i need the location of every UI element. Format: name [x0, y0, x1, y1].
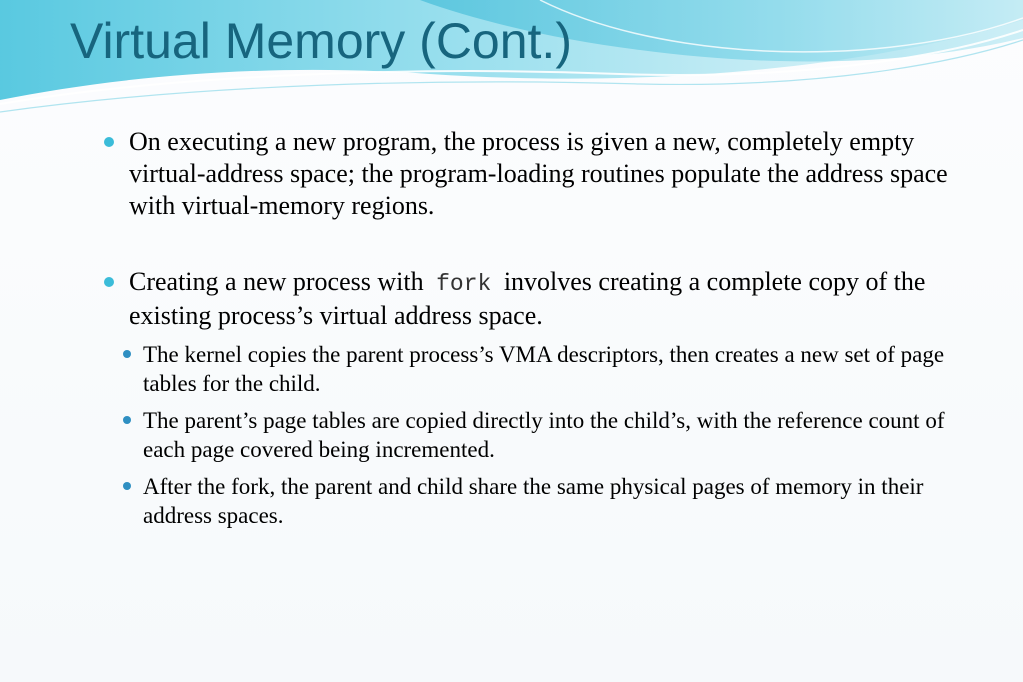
bullet-dot-icon: [104, 137, 114, 147]
slide-title: Virtual Memory (Cont.): [70, 13, 572, 69]
sub-bullet-text: After the fork, the parent and child share the same physical pages of memory in their address spaces.: [143, 474, 924, 528]
bullet-text-after-code: involves creating a complete copy of the existing process’s virtual address space.: [129, 267, 926, 330]
bullet-item-new-program: [104, 126, 954, 222]
sub-bullet-item: [104, 472, 954, 530]
bullet-item-fork: [104, 266, 954, 332]
sub-bullet-item: [104, 340, 954, 398]
sub-bullet-text: The parent’s page tables are copied directly into the child’s, with the reference count of each page covered being incremented.: [143, 408, 945, 462]
sub-bullet-text: The kernel copies the parent process’s VMA descriptors, then creates a new set of page tables for the child.: [143, 342, 945, 396]
bullet-text-before-code: Creating a new process with: [129, 267, 424, 296]
sub-bullet-list: [104, 340, 954, 530]
bullet-dot-icon: [104, 277, 114, 287]
sub-bullet-item: [104, 406, 954, 464]
sub-bullet-dot-icon: [123, 350, 131, 358]
code-fork: fork: [436, 271, 492, 297]
sub-bullet-dot-icon: [123, 416, 131, 424]
bullet-list: [104, 126, 954, 538]
sub-bullet-dot-icon: [123, 482, 131, 490]
bullet-text: On executing a new program, the process is given a new, completely empty virtual-address space; the program-loading routines populate the address space with virtual-memory regions.: [129, 127, 948, 220]
